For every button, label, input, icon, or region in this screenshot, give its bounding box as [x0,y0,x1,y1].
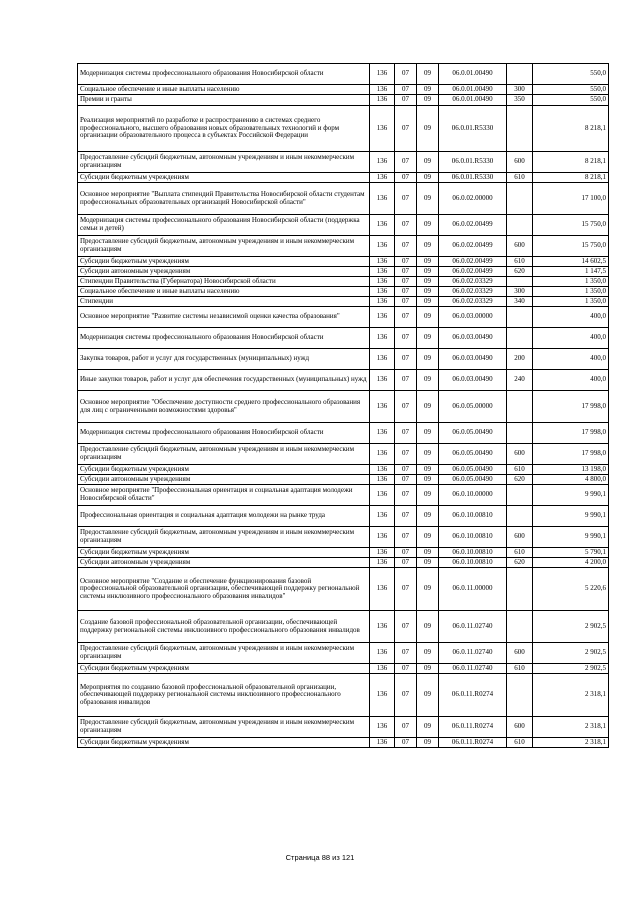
target-article-code-cell: 06.0.10.00810 [439,527,507,548]
table-row [78,465,609,475]
subsection-code-cell: 09 [417,506,439,527]
amount-cell: 550,0 [533,95,609,106]
item-name-cell: Субсидии автономным учреждениям [78,475,370,485]
target-article-code-cell: 06.0.02.00499 [439,215,507,236]
section-code-cell: 07 [395,85,417,95]
amount-cell: 17 998,0 [533,423,609,444]
expense-type-code-cell [507,106,533,152]
target-article-code-cell: 06.0.02.00000 [439,183,507,215]
table-row [78,307,609,328]
expense-type-code-cell: 620 [507,267,533,277]
expense-type-code-cell [507,328,533,349]
item-name-cell: Субсидии автономным учреждениям [78,558,370,568]
table-row [78,558,609,568]
target-article-code-cell: 06.0.11.R0274 [439,717,507,738]
admin-code-cell: 136 [370,485,395,506]
subsection-code-cell: 09 [417,95,439,106]
target-article-code-cell: 06.0.05.00490 [439,475,507,485]
table-row [78,64,609,85]
target-article-code-cell: 06.0.11.02740 [439,664,507,674]
amount-cell: 13 198,0 [533,465,609,475]
section-code-cell: 07 [395,236,417,257]
table-row [78,277,609,287]
section-code-cell: 07 [395,527,417,548]
subsection-code-cell: 09 [417,558,439,568]
target-article-code-cell: 06.0.01.R5330 [439,106,507,152]
table-row [78,475,609,485]
section-code-cell: 07 [395,423,417,444]
amount-cell: 9 990,1 [533,527,609,548]
table-row [78,391,609,423]
target-article-code-cell: 06.0.11.R0274 [439,738,507,748]
subsection-code-cell: 09 [417,717,439,738]
expense-type-code-cell: 300 [507,85,533,95]
section-code-cell: 07 [395,370,417,391]
admin-code-cell: 136 [370,643,395,664]
table-body [78,64,609,748]
amount-cell: 1 350,0 [533,287,609,297]
admin-code-cell: 136 [370,267,395,277]
expense-type-code-cell [507,391,533,423]
table-row [78,717,609,738]
amount-cell: 2 318,1 [533,738,609,748]
subsection-code-cell: 09 [417,423,439,444]
target-article-code-cell: 06.0.02.00499 [439,236,507,257]
admin-code-cell: 136 [370,349,395,370]
expense-type-code-cell: 340 [507,297,533,307]
expense-type-code-cell [507,215,533,236]
subsection-code-cell: 09 [417,106,439,152]
admin-code-cell: 136 [370,558,395,568]
item-name-cell: Стипендии [78,297,370,307]
subsection-code-cell: 09 [417,568,439,611]
amount-cell: 2 902,5 [533,643,609,664]
admin-code-cell: 136 [370,85,395,95]
section-code-cell: 07 [395,277,417,287]
table-row [78,215,609,236]
table-row [78,738,609,748]
target-article-code-cell: 06.0.02.03329 [439,277,507,287]
table-row [78,287,609,297]
item-name-cell: Предоставление субсидий бюджетным, автономным учреждениям и иным некоммерческим организациям [78,643,370,664]
expense-type-code-cell: 610 [507,664,533,674]
table-row [78,485,609,506]
section-code-cell: 07 [395,674,417,717]
amount-cell: 9 990,1 [533,485,609,506]
amount-cell: 400,0 [533,370,609,391]
section-code-cell: 07 [395,475,417,485]
expense-type-code-cell [507,64,533,85]
item-name-cell: Предоставление субсидий бюджетным, автономным учреждениям и иным некоммерческим организациям [78,236,370,257]
item-name-cell: Предоставление субсидий бюджетным, автономным учреждениям и иным некоммерческим организациям [78,717,370,738]
admin-code-cell: 136 [370,173,395,183]
table-row [78,506,609,527]
item-name-cell: Субсидии бюджетным учреждениям [78,257,370,267]
target-article-code-cell: 06.0.01.00490 [439,85,507,95]
section-code-cell: 07 [395,287,417,297]
table-row [78,674,609,717]
admin-code-cell: 136 [370,183,395,215]
section-code-cell: 07 [395,349,417,370]
target-article-code-cell: 06.0.03.00490 [439,349,507,370]
item-name-cell: Субсидии бюджетным учреждениям [78,465,370,475]
subsection-code-cell: 09 [417,236,439,257]
subsection-code-cell: 09 [417,674,439,717]
expense-type-code-cell [507,277,533,287]
subsection-code-cell: 09 [417,391,439,423]
table-row [78,611,609,643]
expense-type-code-cell: 600 [507,444,533,465]
table-row [78,328,609,349]
subsection-code-cell: 09 [417,64,439,85]
item-name-cell: Стипендии Правительства (Губернатора) Новосибирской области [78,277,370,287]
item-name-cell: Субсидии бюджетным учреждениям [78,664,370,674]
table-row [78,152,609,173]
table-row [78,527,609,548]
amount-cell: 15 750,0 [533,215,609,236]
table-row [78,183,609,215]
admin-code-cell: 136 [370,611,395,643]
expense-type-code-cell: 350 [507,95,533,106]
section-code-cell: 07 [395,173,417,183]
target-article-code-cell: 06.0.05.00490 [439,465,507,475]
amount-cell: 4 200,0 [533,558,609,568]
item-name-cell: Создание базовой профессиональной образовательной организации, обеспечивающей поддержку региональной системы инклюзивного профессионального образования инвалидов [78,611,370,643]
amount-cell: 8 218,1 [533,152,609,173]
section-code-cell: 07 [395,152,417,173]
subsection-code-cell: 09 [417,611,439,643]
subsection-code-cell: 09 [417,287,439,297]
item-name-cell: Основное мероприятие "Создание и обеспечение функционирования базовой профессиональной образовательной организации, обеспечивающей поддержку региональной системы инклюзивного профессионального образования инвалидов" [78,568,370,611]
section-code-cell: 07 [395,64,417,85]
section-code-cell: 07 [395,391,417,423]
amount-cell: 550,0 [533,64,609,85]
subsection-code-cell: 09 [417,173,439,183]
expense-type-code-cell: 600 [507,236,533,257]
subsection-code-cell: 09 [417,152,439,173]
admin-code-cell: 136 [370,277,395,287]
expense-type-code-cell: 300 [507,287,533,297]
table-row [78,548,609,558]
target-article-code-cell: 06.0.10.00810 [439,548,507,558]
section-code-cell: 07 [395,328,417,349]
table-row [78,267,609,277]
target-article-code-cell: 06.0.02.03329 [439,287,507,297]
section-code-cell: 07 [395,183,417,215]
table-row [78,643,609,664]
subsection-code-cell: 09 [417,485,439,506]
amount-cell: 17 998,0 [533,391,609,423]
item-name-cell: Предоставление субсидий бюджетным, автономным учреждениям и иным некоммерческим организациям [78,527,370,548]
admin-code-cell: 136 [370,297,395,307]
admin-code-cell: 136 [370,568,395,611]
item-name-cell: Реализация мероприятий по разработке и распространению в системах среднего профессионального, высшего образования новых образовательных технологий и форм организации образовательного процесса в субъектах Российской Федерации [78,106,370,152]
admin-code-cell: 136 [370,465,395,475]
table-row [78,257,609,267]
subsection-code-cell: 09 [417,297,439,307]
expense-type-code-cell: 620 [507,475,533,485]
admin-code-cell: 136 [370,64,395,85]
item-name-cell: Иные закупки товаров, работ и услуг для обеспечения государственных (муниципальных) нужд [78,370,370,391]
subsection-code-cell: 09 [417,328,439,349]
admin-code-cell: 136 [370,475,395,485]
target-article-code-cell: 06.0.05.00490 [439,423,507,444]
table-row [78,444,609,465]
item-name-cell: Мероприятия по созданию базовой профессиональной образовательной организации, обеспечивающей поддержку региональной системы инклюзивного профессионального образования инвалидов [78,674,370,717]
target-article-code-cell: 06.0.11.02740 [439,643,507,664]
admin-code-cell: 136 [370,548,395,558]
admin-code-cell: 136 [370,423,395,444]
table-row [78,106,609,152]
subsection-code-cell: 09 [417,527,439,548]
item-name-cell: Субсидии бюджетным учреждениям [78,173,370,183]
target-article-code-cell: 06.0.11.00000 [439,568,507,611]
amount-cell: 1 147,5 [533,267,609,277]
admin-code-cell: 136 [370,257,395,267]
section-code-cell: 07 [395,297,417,307]
item-name-cell: Модернизация системы профессионального образования Новосибирской области [78,64,370,85]
expense-type-code-cell [507,568,533,611]
section-code-cell: 07 [395,738,417,748]
target-article-code-cell: 06.0.05.00490 [439,444,507,465]
target-article-code-cell: 06.0.02.03329 [439,297,507,307]
amount-cell: 400,0 [533,307,609,328]
expense-type-code-cell [507,485,533,506]
subsection-code-cell: 09 [417,257,439,267]
expense-type-code-cell [507,183,533,215]
amount-cell: 1 350,0 [533,297,609,307]
expense-type-code-cell: 610 [507,548,533,558]
section-code-cell: 07 [395,215,417,236]
page-footer: Страница 88 из 121 [285,853,355,862]
amount-cell: 2 902,5 [533,664,609,674]
subsection-code-cell: 09 [417,475,439,485]
target-article-code-cell: 06.0.10.00810 [439,558,507,568]
item-name-cell: Социальное обеспечение и иные выплаты населению [78,85,370,95]
target-article-code-cell: 06.0.11.02740 [439,611,507,643]
target-article-code-cell: 06.0.10.00000 [439,485,507,506]
target-article-code-cell: 06.0.01.00490 [439,95,507,106]
admin-code-cell: 136 [370,391,395,423]
subsection-code-cell: 09 [417,643,439,664]
table-row [78,236,609,257]
item-name-cell: Модернизация системы профессионального образования Новосибирской области (поддержка семьи и детей) [78,215,370,236]
expense-type-code-cell [507,423,533,444]
table-row [78,95,609,106]
admin-code-cell: 136 [370,152,395,173]
item-name-cell: Основное мероприятие "Обеспечение доступности среднего профессионального образования для лиц с ограниченными возможностями здоровья" [78,391,370,423]
admin-code-cell: 136 [370,215,395,236]
table-row [78,85,609,95]
subsection-code-cell: 09 [417,738,439,748]
table-row [78,173,609,183]
subsection-code-cell: 09 [417,85,439,95]
amount-cell: 2 318,1 [533,717,609,738]
item-name-cell: Профессиональная ориентация и социальная адаптация молодежи на рынке труда [78,506,370,527]
admin-code-cell: 136 [370,527,395,548]
item-name-cell: Предоставление субсидий бюджетным, автономным учреждениям и иным некоммерческим организациям [78,444,370,465]
admin-code-cell: 136 [370,106,395,152]
target-article-code-cell: 06.0.01.R5330 [439,152,507,173]
item-name-cell: Модернизация системы профессионального образования Новосибирской области [78,423,370,444]
expense-type-code-cell: 610 [507,173,533,183]
amount-cell: 400,0 [533,349,609,370]
amount-cell: 2 318,1 [533,674,609,717]
section-code-cell: 07 [395,106,417,152]
item-name-cell: Предоставление субсидий бюджетным, автономным учреждениям и иным некоммерческим организациям [78,152,370,173]
admin-code-cell: 136 [370,236,395,257]
admin-code-cell: 136 [370,738,395,748]
item-name-cell: Социальное обеспечение и иные выплаты населению [78,287,370,297]
amount-cell: 400,0 [533,328,609,349]
amount-cell: 5 790,1 [533,548,609,558]
admin-code-cell: 136 [370,674,395,717]
item-name-cell: Основное мероприятие "Развитие системы независимой оценки качества образования" [78,307,370,328]
section-code-cell: 07 [395,485,417,506]
subsection-code-cell: 09 [417,215,439,236]
expense-type-code-cell [507,307,533,328]
table-row [78,664,609,674]
section-code-cell: 07 [395,717,417,738]
amount-cell: 17 100,0 [533,183,609,215]
expense-type-code-cell: 600 [507,717,533,738]
amount-cell: 14 602,5 [533,257,609,267]
admin-code-cell: 136 [370,287,395,297]
amount-cell: 8 218,1 [533,173,609,183]
item-name-cell: Субсидии бюджетным учреждениям [78,738,370,748]
amount-cell: 5 220,6 [533,568,609,611]
expense-type-code-cell [507,611,533,643]
subsection-code-cell: 09 [417,183,439,215]
subsection-code-cell: 09 [417,307,439,328]
target-article-code-cell: 06.0.01.R5330 [439,173,507,183]
table-row [78,568,609,611]
item-name-cell: Основное мероприятие "Выплата стипендий Правительства Новосибирской области студентам профессиональных образовательных организаций Новосибирской области" [78,183,370,215]
item-name-cell: Премии и гранты [78,95,370,106]
admin-code-cell: 136 [370,506,395,527]
amount-cell: 550,0 [533,85,609,95]
table-row [78,349,609,370]
item-name-cell: Закупка товаров, работ и услуг для государственных (муниципальных) нужд [78,349,370,370]
amount-cell: 4 800,0 [533,475,609,485]
item-name-cell: Субсидии автономным учреждениям [78,267,370,277]
amount-cell: 1 350,0 [533,277,609,287]
section-code-cell: 07 [395,465,417,475]
subsection-code-cell: 09 [417,370,439,391]
admin-code-cell: 136 [370,328,395,349]
admin-code-cell: 136 [370,717,395,738]
amount-cell: 15 750,0 [533,236,609,257]
admin-code-cell: 136 [370,307,395,328]
subsection-code-cell: 09 [417,277,439,287]
admin-code-cell: 136 [370,370,395,391]
budget-table [77,63,609,748]
item-name-cell: Субсидии бюджетным учреждениям [78,548,370,558]
subsection-code-cell: 09 [417,465,439,475]
table-row [78,370,609,391]
target-article-code-cell: 06.0.05.00000 [439,391,507,423]
section-code-cell: 07 [395,558,417,568]
admin-code-cell: 136 [370,95,395,106]
expense-type-code-cell: 600 [507,527,533,548]
section-code-cell: 07 [395,548,417,558]
section-code-cell: 07 [395,664,417,674]
section-code-cell: 07 [395,643,417,664]
amount-cell: 8 218,1 [533,106,609,152]
item-name-cell: Модернизация системы профессионального образования Новосибирской области [78,328,370,349]
expense-type-code-cell: 620 [507,558,533,568]
admin-code-cell: 136 [370,664,395,674]
amount-cell: 17 998,0 [533,444,609,465]
section-code-cell: 07 [395,568,417,611]
target-article-code-cell: 06.0.10.00810 [439,506,507,527]
admin-code-cell: 136 [370,444,395,465]
subsection-code-cell: 09 [417,548,439,558]
section-code-cell: 07 [395,611,417,643]
target-article-code-cell: 06.0.02.00499 [439,267,507,277]
target-article-code-cell: 06.0.01.00490 [439,64,507,85]
target-article-code-cell: 06.0.03.00490 [439,370,507,391]
target-article-code-cell: 06.0.03.00490 [439,328,507,349]
section-code-cell: 07 [395,444,417,465]
amount-cell: 2 902,5 [533,611,609,643]
amount-cell: 9 990,1 [533,506,609,527]
subsection-code-cell: 09 [417,664,439,674]
expense-type-code-cell [507,506,533,527]
expense-type-code-cell: 610 [507,465,533,475]
expense-type-code-cell: 200 [507,349,533,370]
table-row [78,423,609,444]
expense-type-code-cell: 600 [507,643,533,664]
section-code-cell: 07 [395,257,417,267]
expense-type-code-cell: 610 [507,257,533,267]
section-code-cell: 07 [395,267,417,277]
target-article-code-cell: 06.0.02.00499 [439,257,507,267]
section-code-cell: 07 [395,506,417,527]
expense-type-code-cell: 240 [507,370,533,391]
target-article-code-cell: 06.0.11.R0274 [439,674,507,717]
table-row [78,297,609,307]
subsection-code-cell: 09 [417,349,439,370]
expense-type-code-cell: 600 [507,152,533,173]
target-article-code-cell: 06.0.03.00000 [439,307,507,328]
subsection-code-cell: 09 [417,267,439,277]
section-code-cell: 07 [395,95,417,106]
item-name-cell: Основное мероприятие "Профессиональная ориентация и социальная адаптация молодежи Новосибирской области" [78,485,370,506]
expense-type-code-cell: 610 [507,738,533,748]
expense-type-code-cell [507,674,533,717]
subsection-code-cell: 09 [417,444,439,465]
section-code-cell: 07 [395,307,417,328]
